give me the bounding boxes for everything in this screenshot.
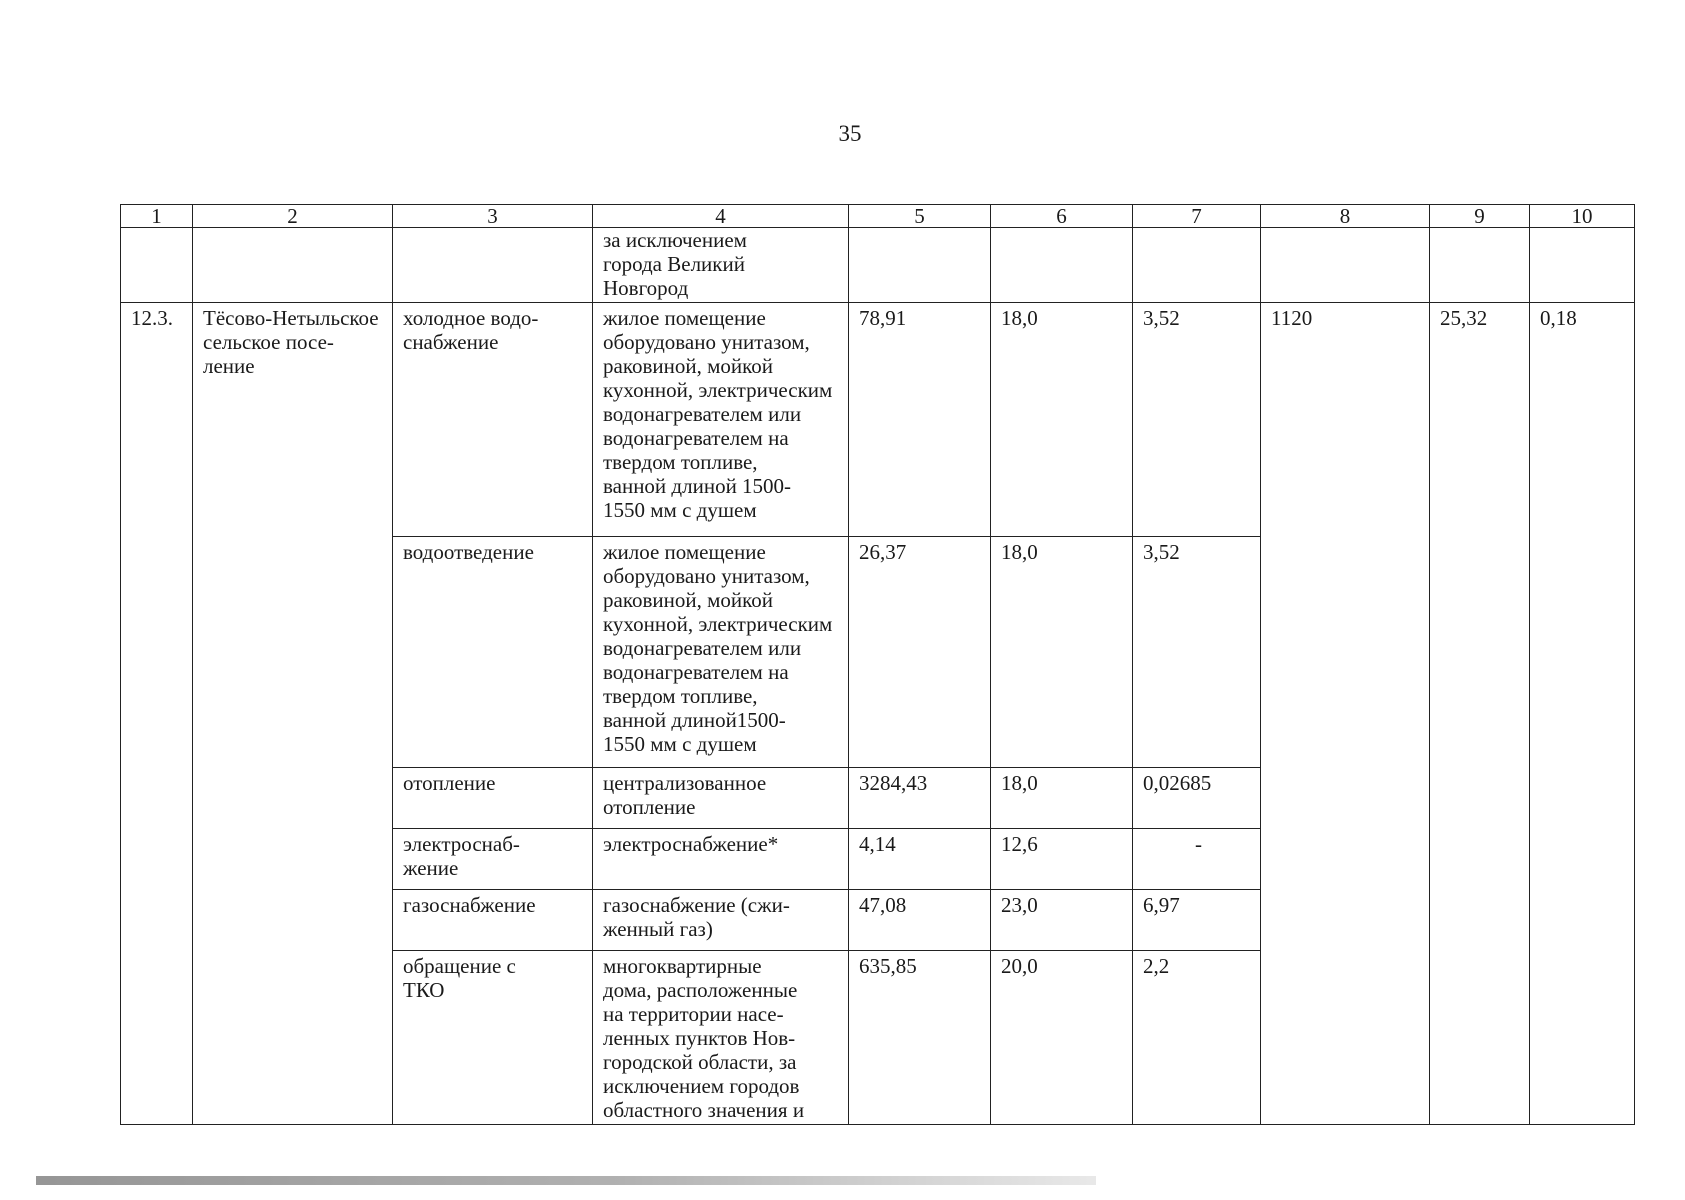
continuation-description: за исключением города Великий Новгород: [603, 228, 747, 300]
column-header: 6: [991, 205, 1133, 228]
service-description: жилое помещение оборудовано унитазом, раковиной, мойкой кухонной, электрическим водонагревателем или водонагревателем на твердом топливе, ванной длиной 1500- 1550 мм с душем: [603, 306, 833, 522]
scan-edge-bar: [36, 1176, 1096, 1185]
column-header: 7: [1133, 205, 1261, 228]
column-header: 4: [593, 205, 849, 228]
service-description: электроснабжение*: [603, 832, 779, 856]
value-col7: 3,52: [1143, 540, 1180, 564]
value-col6: 12,6: [1001, 832, 1038, 856]
service-description: централизованное отопление: [603, 771, 767, 819]
value-col6: 18,0: [1001, 306, 1038, 330]
service-name: электроснаб- жение: [403, 832, 520, 880]
continuation-row: [121, 228, 1635, 303]
page-number: 35: [838, 121, 862, 146]
column-header: 2: [193, 205, 393, 228]
value-col7: 6,97: [1143, 893, 1180, 917]
value-col7: 0,02685: [1143, 771, 1212, 795]
column-header: 3: [393, 205, 593, 228]
service-name: водоотведение: [403, 540, 534, 564]
value-col6: 23,0: [1001, 893, 1038, 917]
service-name: холодное водо- снабжение: [403, 306, 539, 354]
column-header: 9: [1430, 205, 1530, 228]
column-number-row: [121, 205, 1635, 228]
value-col5: 635,85: [859, 954, 917, 978]
service-name: обращение с ТКО: [403, 954, 516, 1002]
tariff-table: [120, 204, 1635, 1125]
value-col6: 18,0: [1001, 540, 1038, 564]
value-col6: 18,0: [1001, 771, 1038, 795]
value-col10: 0,18: [1540, 306, 1577, 330]
service-name: газоснабжение: [403, 893, 536, 917]
service-description: многоквартирные дома, расположенные на территории насе- ленных пунктов Нов- городской области, за исключением городов областного значения и: [603, 954, 805, 1122]
value-col8: 1120: [1271, 306, 1313, 330]
value-col5: 47,08: [859, 893, 907, 917]
value-col7: 3,52: [1143, 306, 1180, 330]
value-col5: 26,37: [859, 540, 907, 564]
value-col7: -: [1195, 832, 1202, 856]
service-name: отопление: [403, 771, 496, 795]
value-col9: 25,32: [1440, 306, 1488, 330]
value-col5: 3284,43: [859, 771, 928, 795]
column-header: 8: [1261, 205, 1430, 228]
column-header: 5: [849, 205, 991, 228]
entry-number: 12.3.: [131, 306, 173, 330]
settlement-name: Тёсово-Нетыльское сельское посе- ление: [203, 306, 379, 378]
value-col5: 4,14: [859, 832, 896, 856]
table-row: [121, 303, 1635, 537]
service-description: газоснабжение (сжи- женный газ): [603, 893, 790, 941]
value-col6: 20,0: [1001, 954, 1038, 978]
value-col5: 78,91: [859, 306, 907, 330]
column-header: 1: [121, 205, 193, 228]
service-description: жилое помещение оборудовано унитазом, раковиной, мойкой кухонной, электрическим водонагревателем или водонагревателем на твердом топливе, ванной длиной1500- 1550 мм с душем: [603, 540, 833, 756]
column-header: 10: [1530, 205, 1635, 228]
value-col7: 2,2: [1143, 954, 1170, 978]
